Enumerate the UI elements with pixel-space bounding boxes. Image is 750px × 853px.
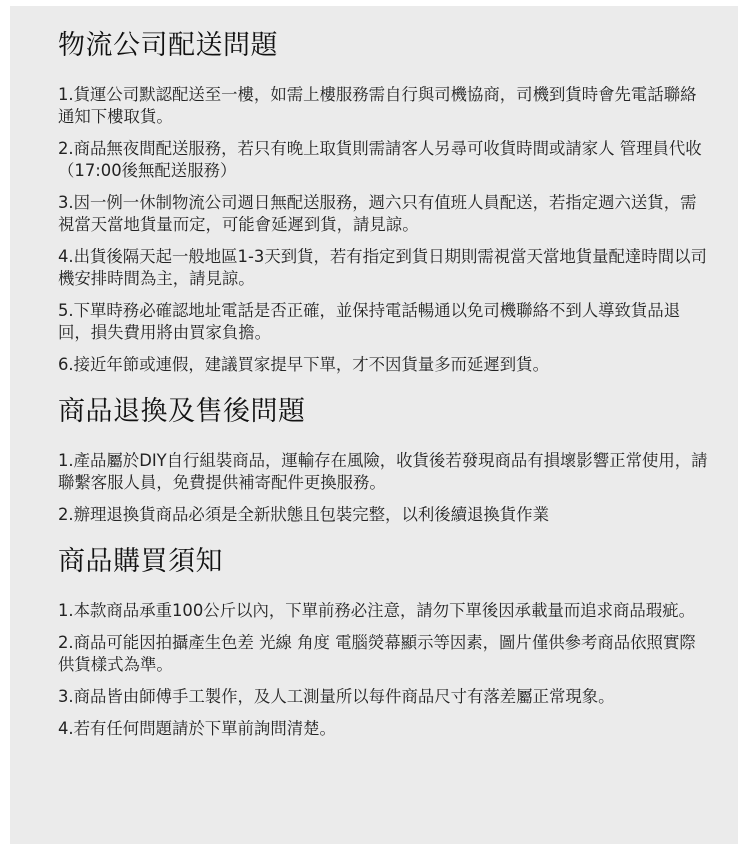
list-item: 1.本款商品承重100公斤以內，下單前務必注意，請勿下單後因承載量而追求商品瑕疵。 [58, 601, 695, 620]
section-purchase-notes [58, 544, 718, 740]
list-item: 1.產品屬於DIY自行組裝商品，運輸存在風險，收貨後若發現商品有損壞影響正常使用，請聯繫客服人員，免費提供補寄配件更換服務。 [58, 451, 708, 492]
list-item: 2.商品無夜間配送服務，若只有晚上取貨則需請客人另尋可收貨時間或請家人 管理員代收（17:00後無配送服務） [58, 139, 702, 180]
list-item: 2.辦理退換貨商品必須是全新狀態且包裝完整，以利後續退換貨作業 [58, 505, 549, 524]
list-item: 3.因一例一休制物流公司週日無配送服務，週六只有值班人員配送，若指定週六送貨，需視當天當地貨量而定，可能會延遲到貨，請見諒。 [58, 193, 697, 234]
list-item: 3.商品皆由師傅手工製作，及人工測量所以每件商品尺寸有落差屬正常現象。 [58, 687, 615, 706]
section-title-purchase-notes: 商品購買須知 [58, 546, 223, 577]
list-item: 4.出貨後隔天起一般地區1-3天到貨，若有指定到貨日期則需視當天當地貨量配達時間以司機安排時間為主，請見諒。 [58, 247, 707, 288]
list-item: 5.下單時務必確認地址電話是否正確，並保持電話暢通以免司機聯絡不到人導致貨品退回，損失費用將由買家負擔。 [58, 301, 681, 342]
list-item: 2.商品可能因拍攝產生色差 光線 角度 電腦熒幕顯示等因素，圖片僅供參考商品依照實際供貨樣式為準。 [58, 633, 696, 674]
info-panel [10, 6, 738, 844]
list-item: 1.貨運公司默認配送至一樓，如需上樓服務需自行與司機協商，司機到貨時會先電話聯絡通知下樓取貨。 [58, 85, 697, 126]
section-returns [58, 394, 718, 526]
section-shipping [58, 28, 718, 376]
list-item: 4.若有任何問題請於下單前詢問清楚。 [58, 719, 336, 738]
section-title-returns: 商品退換及售後問題 [58, 396, 306, 427]
list-item: 6.接近年節或連假，建議買家提早下單，才不因貨量多而延遲到貨。 [58, 355, 549, 374]
section-title-shipping: 物流公司配送問題 [58, 30, 278, 61]
